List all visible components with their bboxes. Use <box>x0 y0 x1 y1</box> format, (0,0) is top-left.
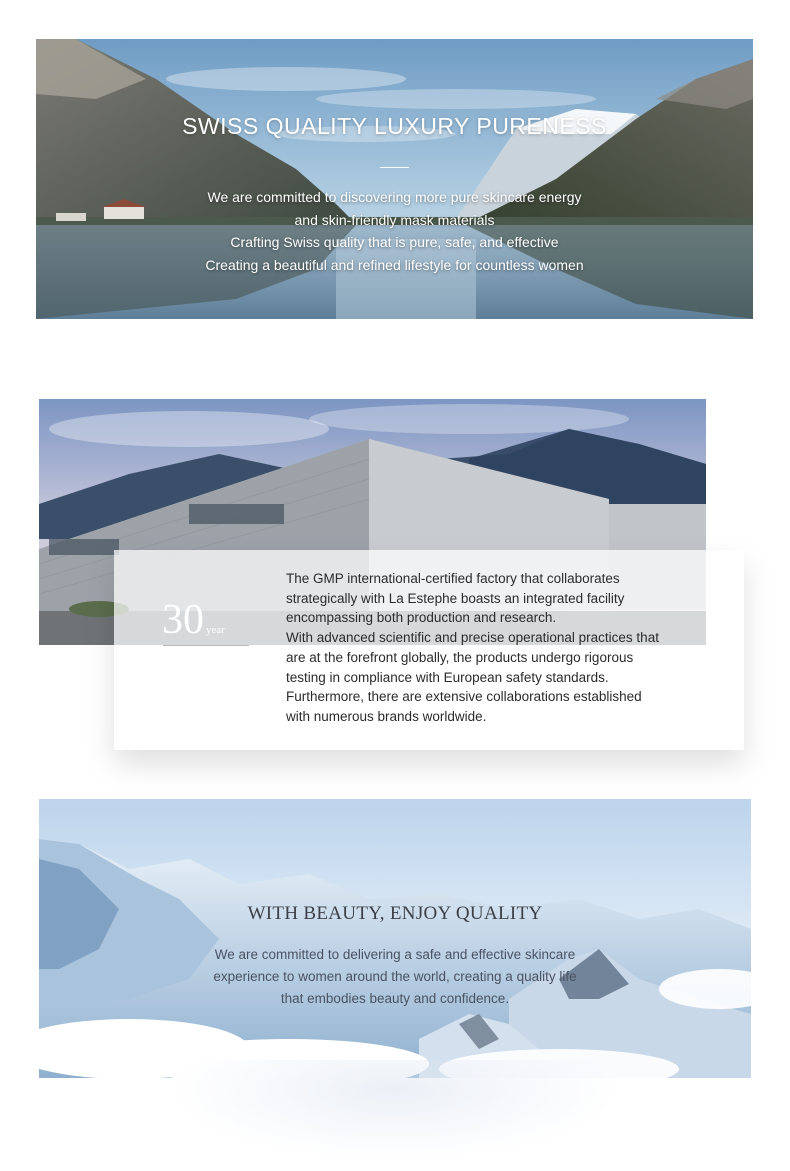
years-badge <box>162 596 225 644</box>
factory-line: with numerous brands worldwide. <box>286 708 487 724</box>
quality-line: that embodies beauty and confidence. <box>280 991 510 1006</box>
years-unit: year <box>206 624 225 636</box>
hero-line: We are committed to discovering more pure skincare energy <box>207 189 582 205</box>
years-underline <box>163 645 249 646</box>
factory-line: encompassing both production and research. <box>286 610 557 626</box>
factory-info-card <box>114 550 744 750</box>
quality-banner <box>39 799 751 1078</box>
snowy-mountain-image <box>39 799 751 1078</box>
quality-line: We are committed to delivering a safe and effective skincare <box>214 947 576 962</box>
bottom-fog <box>170 1060 620 1160</box>
hero-description <box>36 186 753 276</box>
factory-line: testing in compliance with European safety standards. <box>286 669 609 685</box>
hero-line: and skin-friendly mask materials <box>294 211 495 228</box>
hero-line: Crafting Swiss quality that is pure, safe, and effective <box>230 234 559 250</box>
factory-line: The GMP international-certified factory that collaborates <box>286 571 620 586</box>
hero-banner <box>36 39 753 319</box>
quality-description <box>39 944 751 1010</box>
factory-description <box>286 569 726 727</box>
years-value: 30 <box>162 597 204 643</box>
factory-line: With advanced scientific and precise operational practices that <box>286 630 659 646</box>
factory-line: are at the forefront globally, the products undergo rigorous <box>286 649 634 665</box>
quality-title: WITH BEAUTY, ENJOY QUALITY <box>247 903 543 924</box>
hero-divider <box>380 167 409 168</box>
lake-mountain-image <box>36 39 753 319</box>
factory-line: Furthermore, there are extensive collaborations established <box>286 689 642 705</box>
hero-title: SWISS QUALITY LUXURY PURENESS <box>182 113 607 139</box>
hero-line: Creating a beautiful and refined lifestyle for countless women <box>205 256 584 273</box>
factory-line: strategically with La Estephe boasts an integrated facility <box>286 590 625 606</box>
quality-line: experience to women around the world, creating a quality life <box>213 969 577 984</box>
